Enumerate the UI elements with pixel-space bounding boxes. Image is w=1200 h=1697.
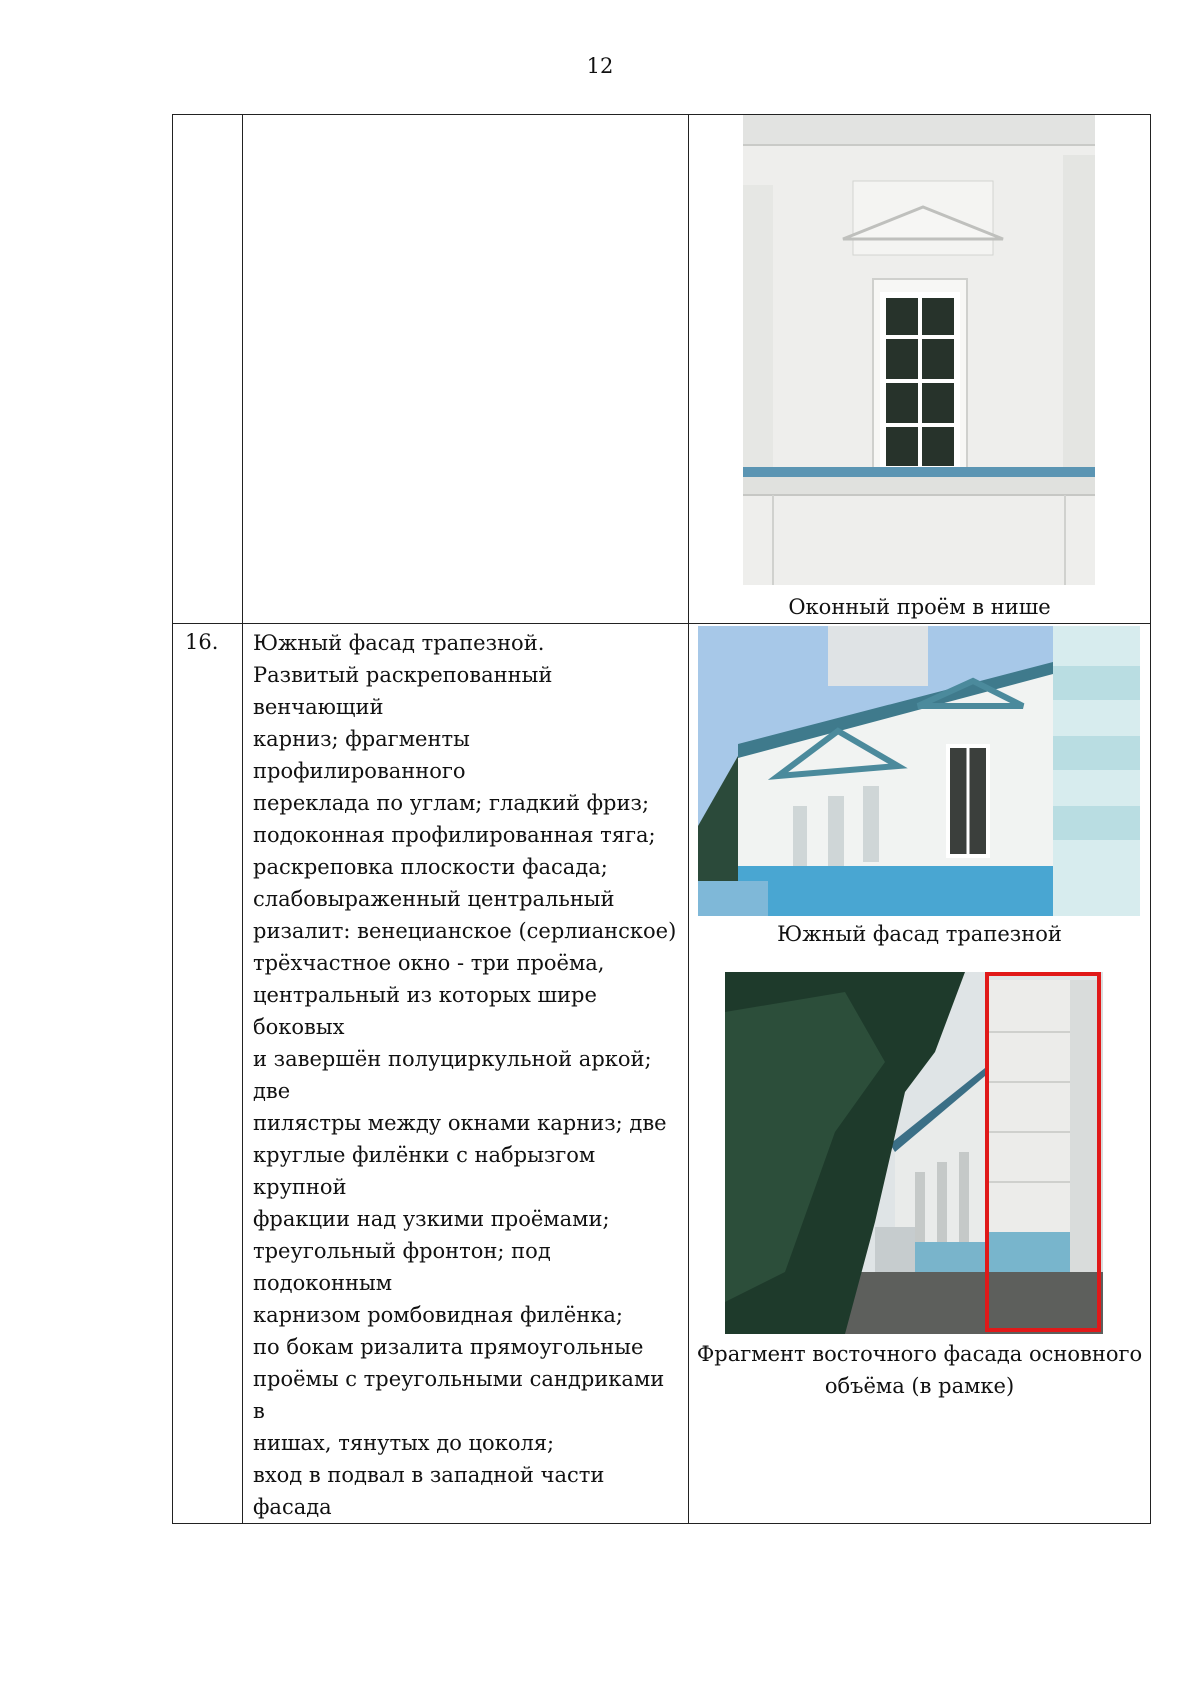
description-line: Развитый раскрепованный венчающий — [253, 663, 553, 719]
image-caption — [689, 1338, 1150, 1402]
description-line: вход в подвал в западной части фасада — [253, 1463, 605, 1519]
description-line: по бокам ризалита прямоугольные — [253, 1335, 644, 1359]
description-line: фракции над узкими проёмами; — [253, 1207, 610, 1231]
row-number — [173, 115, 243, 624]
description-line: карниз; фрагменты профилированного — [253, 727, 470, 783]
description-line: круглые филёнки с набрызгом крупной — [253, 1143, 596, 1199]
table-row — [173, 624, 1151, 1524]
description-line: пилястры между окнами карниз; две — [253, 1111, 667, 1135]
image-cell — [689, 624, 1151, 1524]
image-caption: Оконный проём в нише — [788, 595, 1051, 619]
description-line: нишах, тянутых до цоколя; — [253, 1431, 555, 1455]
table-row — [173, 115, 1151, 624]
window-niche-photo — [743, 115, 1095, 585]
description-line: проёмы с треугольными сандриками в — [253, 1367, 665, 1423]
description-line: слабовыраженный центральный — [253, 887, 615, 911]
east-facade-fragment-photo — [725, 972, 1103, 1334]
description-line: треугольный фронтон; под подоконным — [253, 1239, 551, 1295]
image-caption-line: Фрагмент восточного фасада основного — [696, 1342, 1143, 1366]
row-description — [243, 624, 689, 1524]
row-description — [243, 115, 689, 624]
row-number: 16. — [173, 624, 243, 1524]
south-facade-photo — [698, 626, 1140, 916]
description-table — [172, 114, 1151, 1524]
image-caption-line: объёма (в рамке) — [824, 1374, 1015, 1398]
description-line: подоконная профилированная тяга; — [253, 823, 656, 847]
description-line: переклада по углам; гладкий фриз; — [253, 791, 650, 815]
description-line: центральный из которых шире боковых — [253, 983, 597, 1039]
description-line: трёхчастное окно - три проёма, — [253, 951, 605, 975]
image-cell — [689, 115, 1151, 624]
image-caption: Южный фасад трапезной — [777, 922, 1062, 946]
description-line: раскреповка плоскости фасада; — [253, 855, 608, 879]
description-line: и завершён полуциркульной аркой; две — [253, 1047, 652, 1103]
description-line: Южный фасад трапезной. — [253, 631, 545, 655]
description-line: ризалит: венецианское (серлианское) — [253, 919, 677, 943]
description-line: карнизом ромбовидная филёнка; — [253, 1303, 624, 1327]
page-number: 12 — [586, 54, 614, 78]
